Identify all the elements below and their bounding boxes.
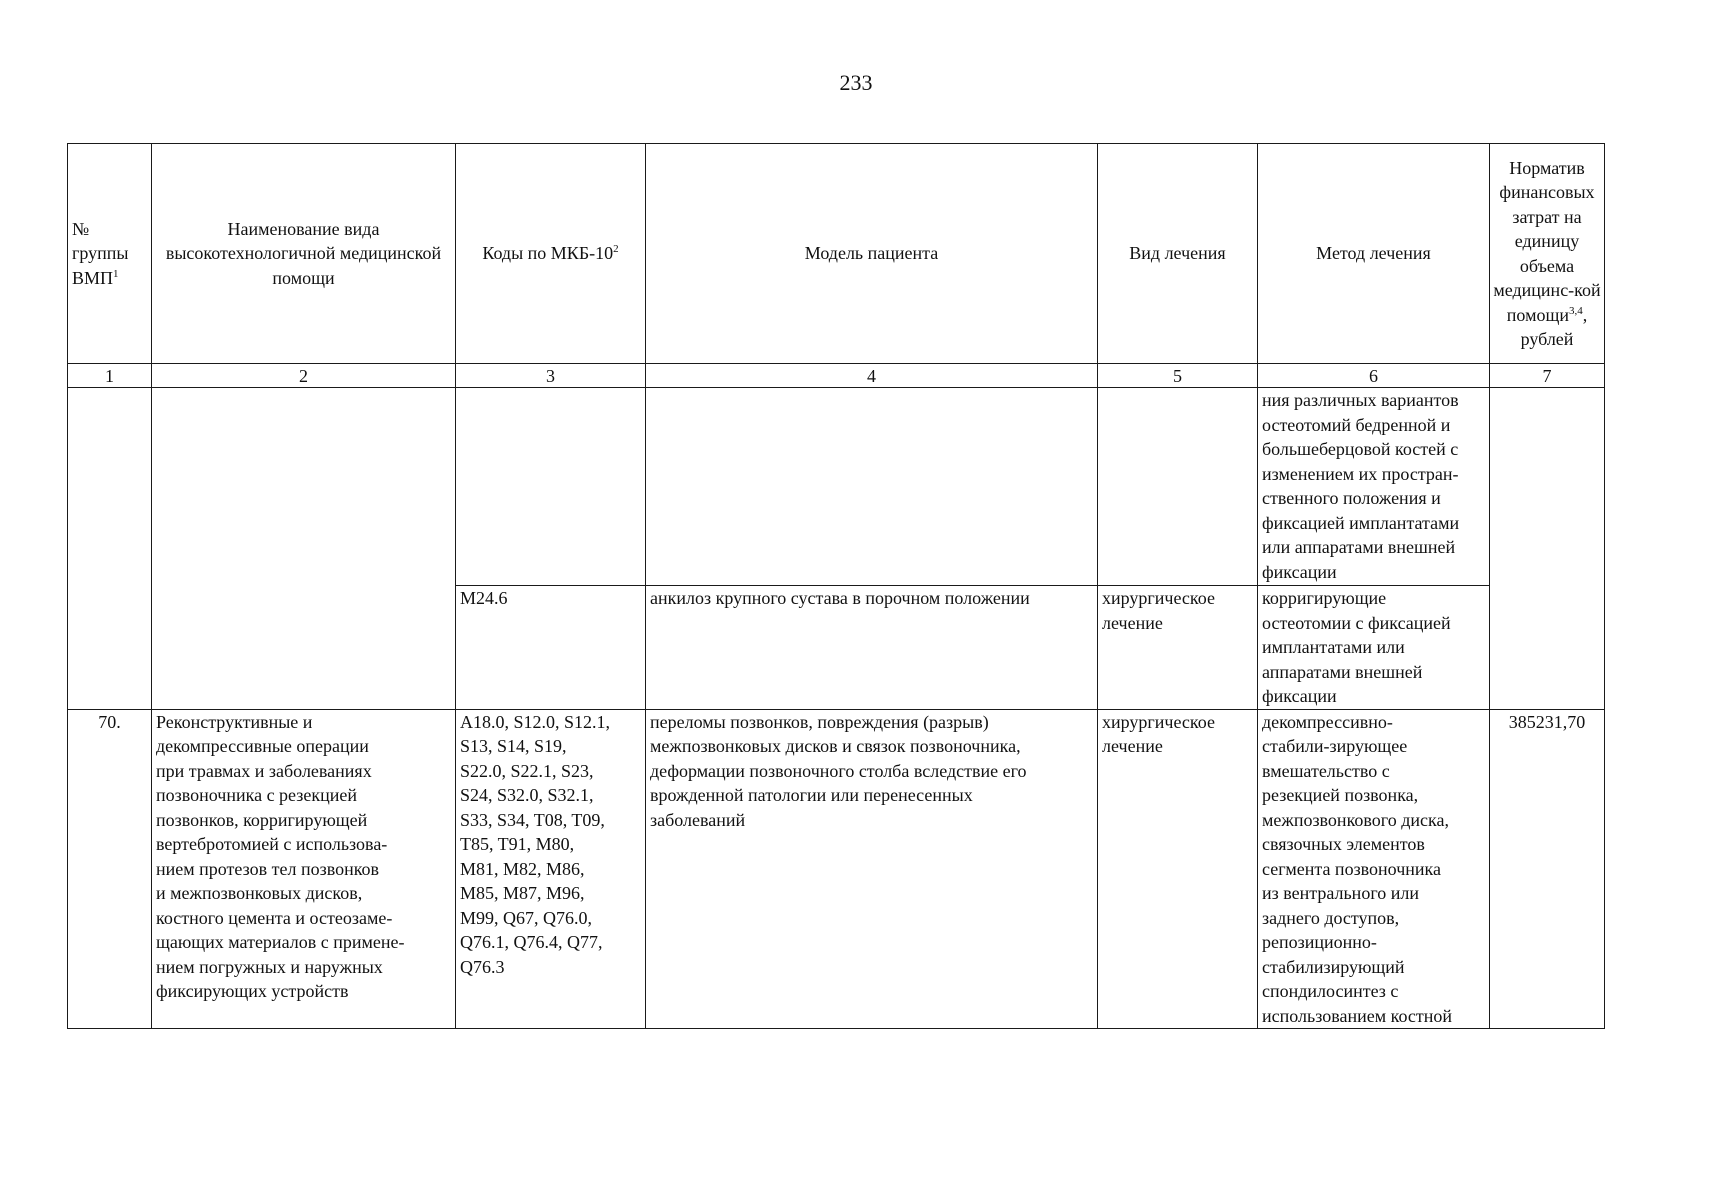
care-type-name-cell <box>152 388 456 710</box>
cost-cell: 385231,70 <box>1490 709 1605 1029</box>
treatment-type-cell: хирургическое лечение <box>1098 709 1258 1029</box>
patient-model-cell: анкилоз крупного сустава в порочном положении <box>646 586 1098 710</box>
column-number: 7 <box>1490 364 1605 388</box>
column-number: 2 <box>152 364 456 388</box>
column-number: 3 <box>456 364 646 388</box>
header-patient-model: Модель пациента <box>646 144 1098 364</box>
icd-codes-cell: M24.6 <box>456 586 646 710</box>
icd-codes-cell: A18.0, S12.0, S12.1, S13, S14, S19, S22.0, S22.1, S23, S24, S32.0, S32.1, S33, S34, T08, T09, T85, T91, M80, M81, M82, M86, M85, M87, M96, M99, Q67, Q76.0, Q76.1, Q76.4, Q77, Q76.3 <box>456 709 646 1029</box>
column-number: 6 <box>1258 364 1490 388</box>
care-type-name-cell: Реконструктивные и декомпрессивные операции при травмах и заболеваниях позвоночника с резекцией позвонков, корригирующей вертебротомией с использова- нием протезов тел позвонков и межпозвонковых дисков, костного цемента и остеозаме- щающих материалов с примене- нием погружных и наружных фиксирующих устройств <box>152 709 456 1029</box>
patient-model-cell <box>646 388 1098 586</box>
header-care-type-name: Наименование вида высокотехнологичной медицинской помощи <box>152 144 456 364</box>
treatment-method-cell: ния различных вариантов остеотомий бедренной и большеберцовой костей с изменением их простран- ственного положения и фиксацией имплантатами или аппаратами внешней фиксации <box>1258 388 1490 586</box>
treatment-method-cell: корригирующие остеотомии с фиксацией имплантатами или аппаратами внешней фиксации <box>1258 586 1490 710</box>
cost-cell <box>1490 388 1605 710</box>
group-number-cell: 70. <box>68 709 152 1029</box>
header-treatment-type: Вид лечения <box>1098 144 1258 364</box>
table-header-row <box>68 144 1605 364</box>
patient-model-cell: переломы позвонков, повреждения (разрыв) межпозвонковых дисков и связок позвоночника, деформации позвоночного столба вследствие его врожденной патологии или перенесенных заболеваний <box>646 709 1098 1029</box>
header-treatment-method: Метод лечения <box>1258 144 1490 364</box>
vmp-table <box>67 143 1605 1029</box>
header-icd-codes: Коды по МКБ-$10^2$ <box>456 144 646 364</box>
page-number: 233 <box>839 70 873 95</box>
table-row <box>68 388 1605 586</box>
treatment-method-cell: декомпрессивно- стабили-зирующее вмешательство с резекцией позвонка, межпозвонкового диска, связочных элементов сегмента позвоночника из вентрального или заднего доступов, репозиционно- стабилизирующий спондилосинтез с использованием костной <box>1258 709 1490 1029</box>
icd-codes-cell <box>456 388 646 586</box>
header-group-number: № группы ВМП$^1$ <box>68 144 152 364</box>
group-number-cell <box>68 388 152 710</box>
treatment-type-cell: хирургическое лечение <box>1098 586 1258 710</box>
column-number-row <box>68 364 1605 388</box>
column-number: 1 <box>68 364 152 388</box>
table-row-group-70 <box>68 709 1605 1029</box>
treatment-type-cell <box>1098 388 1258 586</box>
header-cost-standard: Норматив финансовых затрат на единицу объема медицинс-кой помощи$^{3,4}$, рублей <box>1490 144 1605 364</box>
column-number: 4 <box>646 364 1098 388</box>
column-number: 5 <box>1098 364 1258 388</box>
